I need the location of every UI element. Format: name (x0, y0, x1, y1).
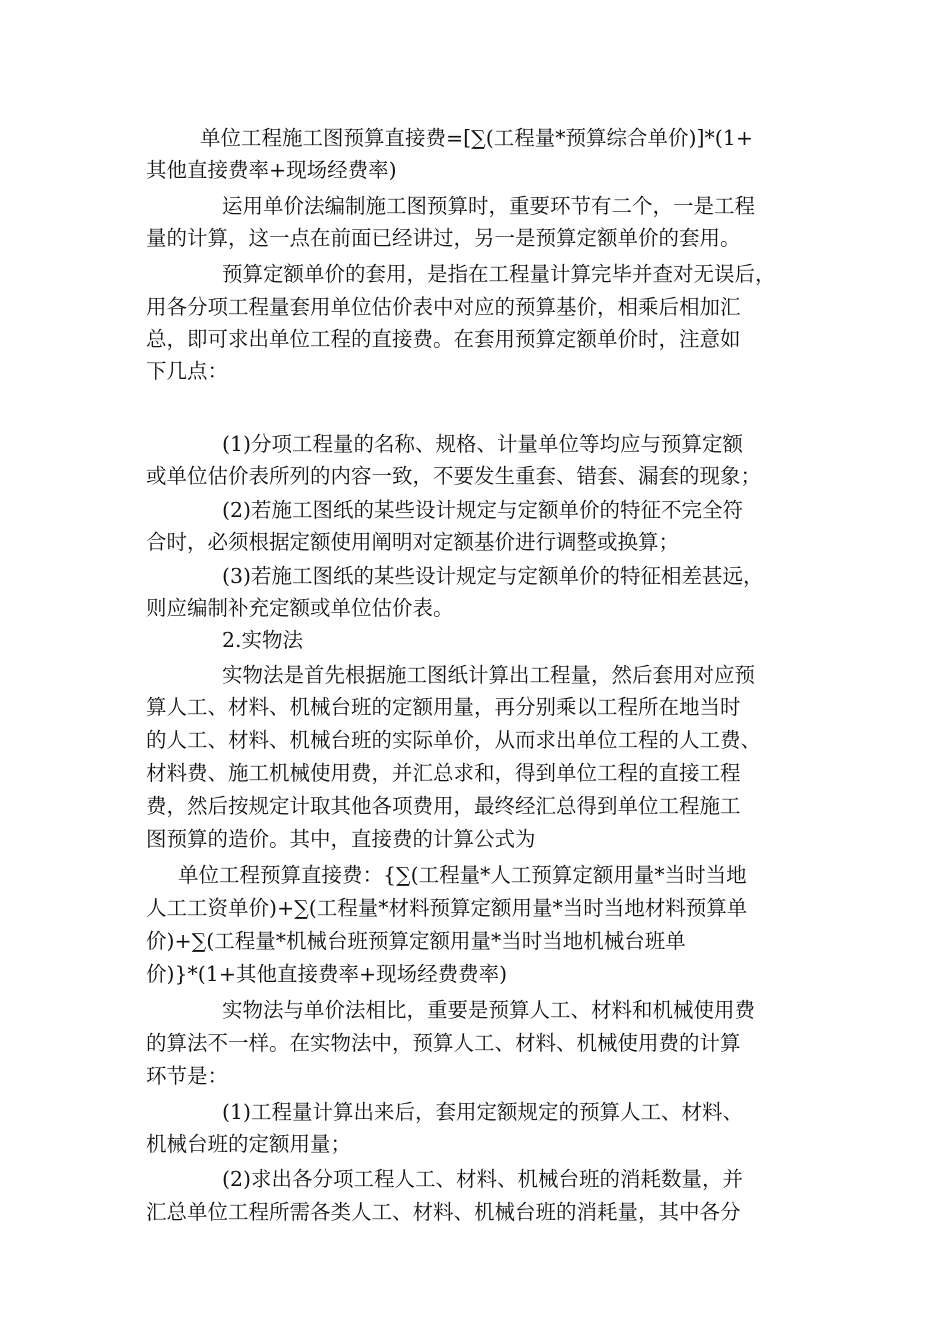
text-line-6: 用各分项工程量套用单位估价表中对应的预算基价，相乘后相加汇 (146, 295, 741, 319)
text-line-26: 实物法与单价法相比，重要是预算人工、材料和机械使用费 (222, 998, 755, 1022)
text-line-4: 量的计算，这一点在前面已经讲过，另一是预算定额单价的套用。 (146, 226, 741, 250)
text-line-28: 环节是： (146, 1064, 228, 1088)
text-line-18: 的人工、材料、机械台班的实际单价，从而求出单位工程的人工费、 (146, 728, 761, 752)
text-line-22: 单位工程预算直接费：{∑(工程量*人工预算定额用量*当时当地 (178, 863, 747, 887)
text-line-24: 价)+∑(工程量*机械台班预算定额用量*当时当地机械台班单 (146, 929, 686, 953)
text-line-27: 的算法不一样。在实物法中，预算人工、材料、机械使用费的计算 (146, 1031, 741, 1055)
text-line-3: 运用单价法编制施工图预算时，重要环节有二个，一是工程 (222, 194, 755, 218)
text-line-9: (1)分项工程量的名称、规格、计量单位等均应与预算定额 (222, 432, 744, 456)
text-line-21: 图预算的造价。其中，直接费的计算公式为 (146, 827, 536, 851)
text-line-19: 材料费、施工机械使用费，并汇总求和，得到单位工程的直接工程 (146, 761, 741, 785)
section-heading: 2.实物法 (222, 628, 304, 652)
text-line-14: 则应编制补充定额或单位估价表。 (146, 596, 454, 620)
text-line-30: 机械台班的定额用量； (146, 1132, 351, 1156)
text-line-32: 汇总单位工程所需各类人工、材料、机械台班的消耗量，其中各分 (146, 1200, 741, 1224)
text-line-10: 或单位估价表所列的内容一致，不要发生重套、错套、漏套的现象； (146, 464, 761, 488)
text-line-29: (1)工程量计算出来后，套用定额规定的预算人工、材料、 (222, 1100, 744, 1124)
text-line-23: 人工工资单价)+∑(工程量*材料预算定额用量*当时当地材料预算单 (146, 896, 748, 920)
text-line-5: 预算定额单价的套用，是指在工程量计算完毕并查对无误后， (222, 262, 776, 286)
text-line-13: (3)若施工图纸的某些设计规定与定额单价的特征相差甚远， (222, 564, 764, 588)
text-line-8: 下几点： (146, 359, 228, 383)
text-line-12: 合时，必须根据定额使用阐明对定额基价进行调整或换算； (146, 530, 679, 554)
text-line-7: 总，即可求出单位工程的直接费。在套用预算定额单价时，注意如 (146, 327, 741, 351)
text-line-25: 价)}*(1+其他直接费率+现场经费费率) (146, 962, 508, 986)
text-line-17: 算人工、材料、机械台班的定额用量，再分别乘以工程所在地当时 (146, 695, 741, 719)
text-line-2: 其他直接费率+现场经费率) (146, 158, 397, 182)
text-line-11: (2)若施工图纸的某些设计规定与定额单价的特征不完全符 (222, 498, 744, 522)
text-line-31: (2)求出各分项工程人工、材料、机械台班的消耗数量，并 (222, 1167, 744, 1191)
text-line-1: 单位工程施工图预算直接费=[∑(工程量*预算综合单价)]*(1+ (200, 126, 754, 150)
text-line-16: 实物法是首先根据施工图纸计算出工程量，然后套用对应预 (222, 663, 755, 687)
text-line-20: 费，然后按规定计取其他各项费用，最终经汇总得到单位工程施工 (146, 794, 741, 818)
